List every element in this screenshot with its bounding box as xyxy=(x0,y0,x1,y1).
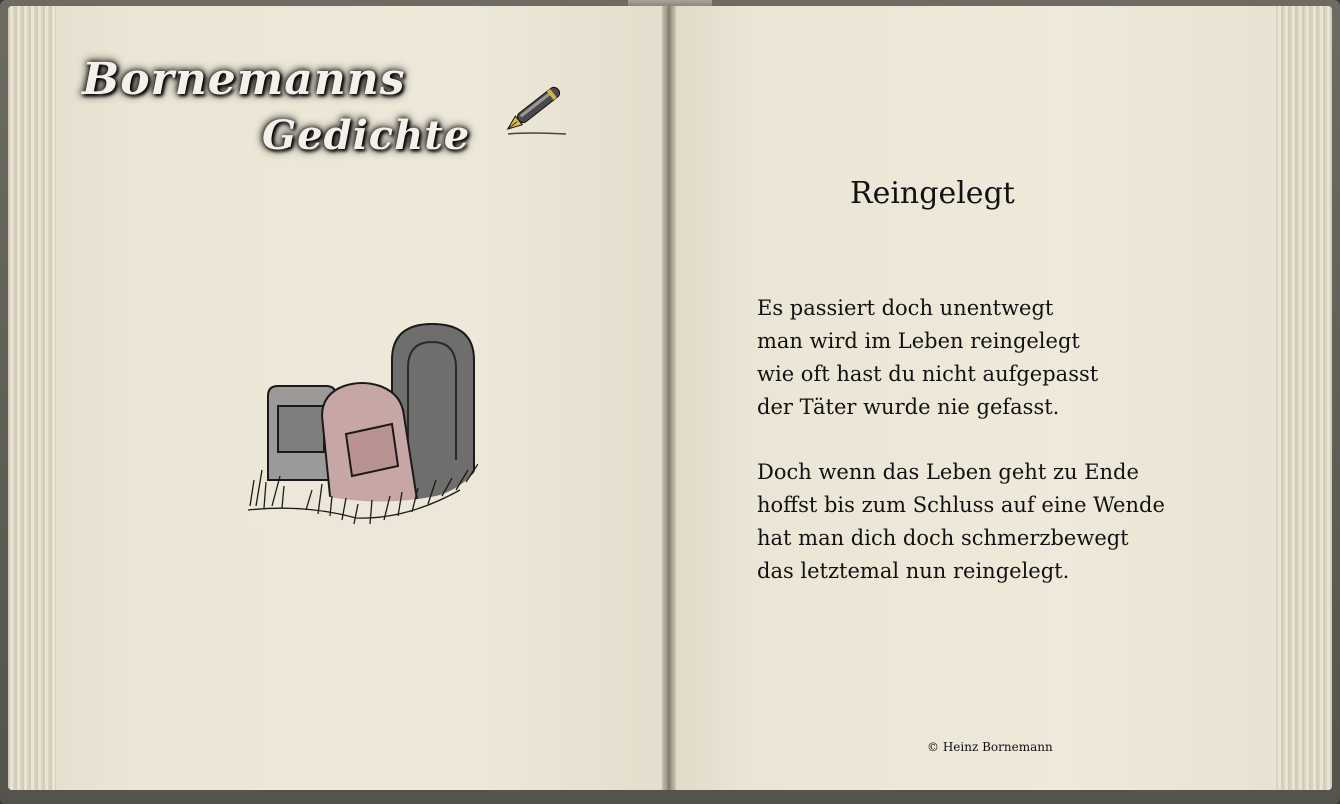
book-spine xyxy=(662,6,676,790)
poem-line: wie oft hast du nicht aufgepasst xyxy=(757,362,1099,386)
poem-line: hat man dich doch schmerzbewegt xyxy=(757,526,1129,550)
gravestones-illustration xyxy=(246,320,478,528)
poem-line: das letztemal nun reingelegt. xyxy=(757,559,1070,583)
poem-line: hoffst bis zum Schluss auf eine Wende xyxy=(757,493,1165,517)
poem-line: man wird im Leben reingelegt xyxy=(757,329,1080,353)
brand-title-line1: Bornemanns xyxy=(82,54,406,105)
page-edges-right xyxy=(1276,6,1332,790)
poem-line: der Täter wurde nie gefasst. xyxy=(757,395,1060,419)
poem-line: Doch wenn das Leben geht zu Ende xyxy=(757,460,1139,484)
page-edges-left xyxy=(8,6,56,790)
poem-title: Reingelegt xyxy=(850,176,1015,211)
brand-title-line2: Gedichte xyxy=(262,112,471,159)
poem-stanza-1 xyxy=(757,292,1098,424)
fountain-pen-icon xyxy=(500,74,576,138)
poem-line: Es passiert doch unentwegt xyxy=(757,296,1054,320)
poem-stanza-2 xyxy=(757,456,1165,588)
copyright-notice: © Heinz Bornemann xyxy=(927,740,1053,754)
